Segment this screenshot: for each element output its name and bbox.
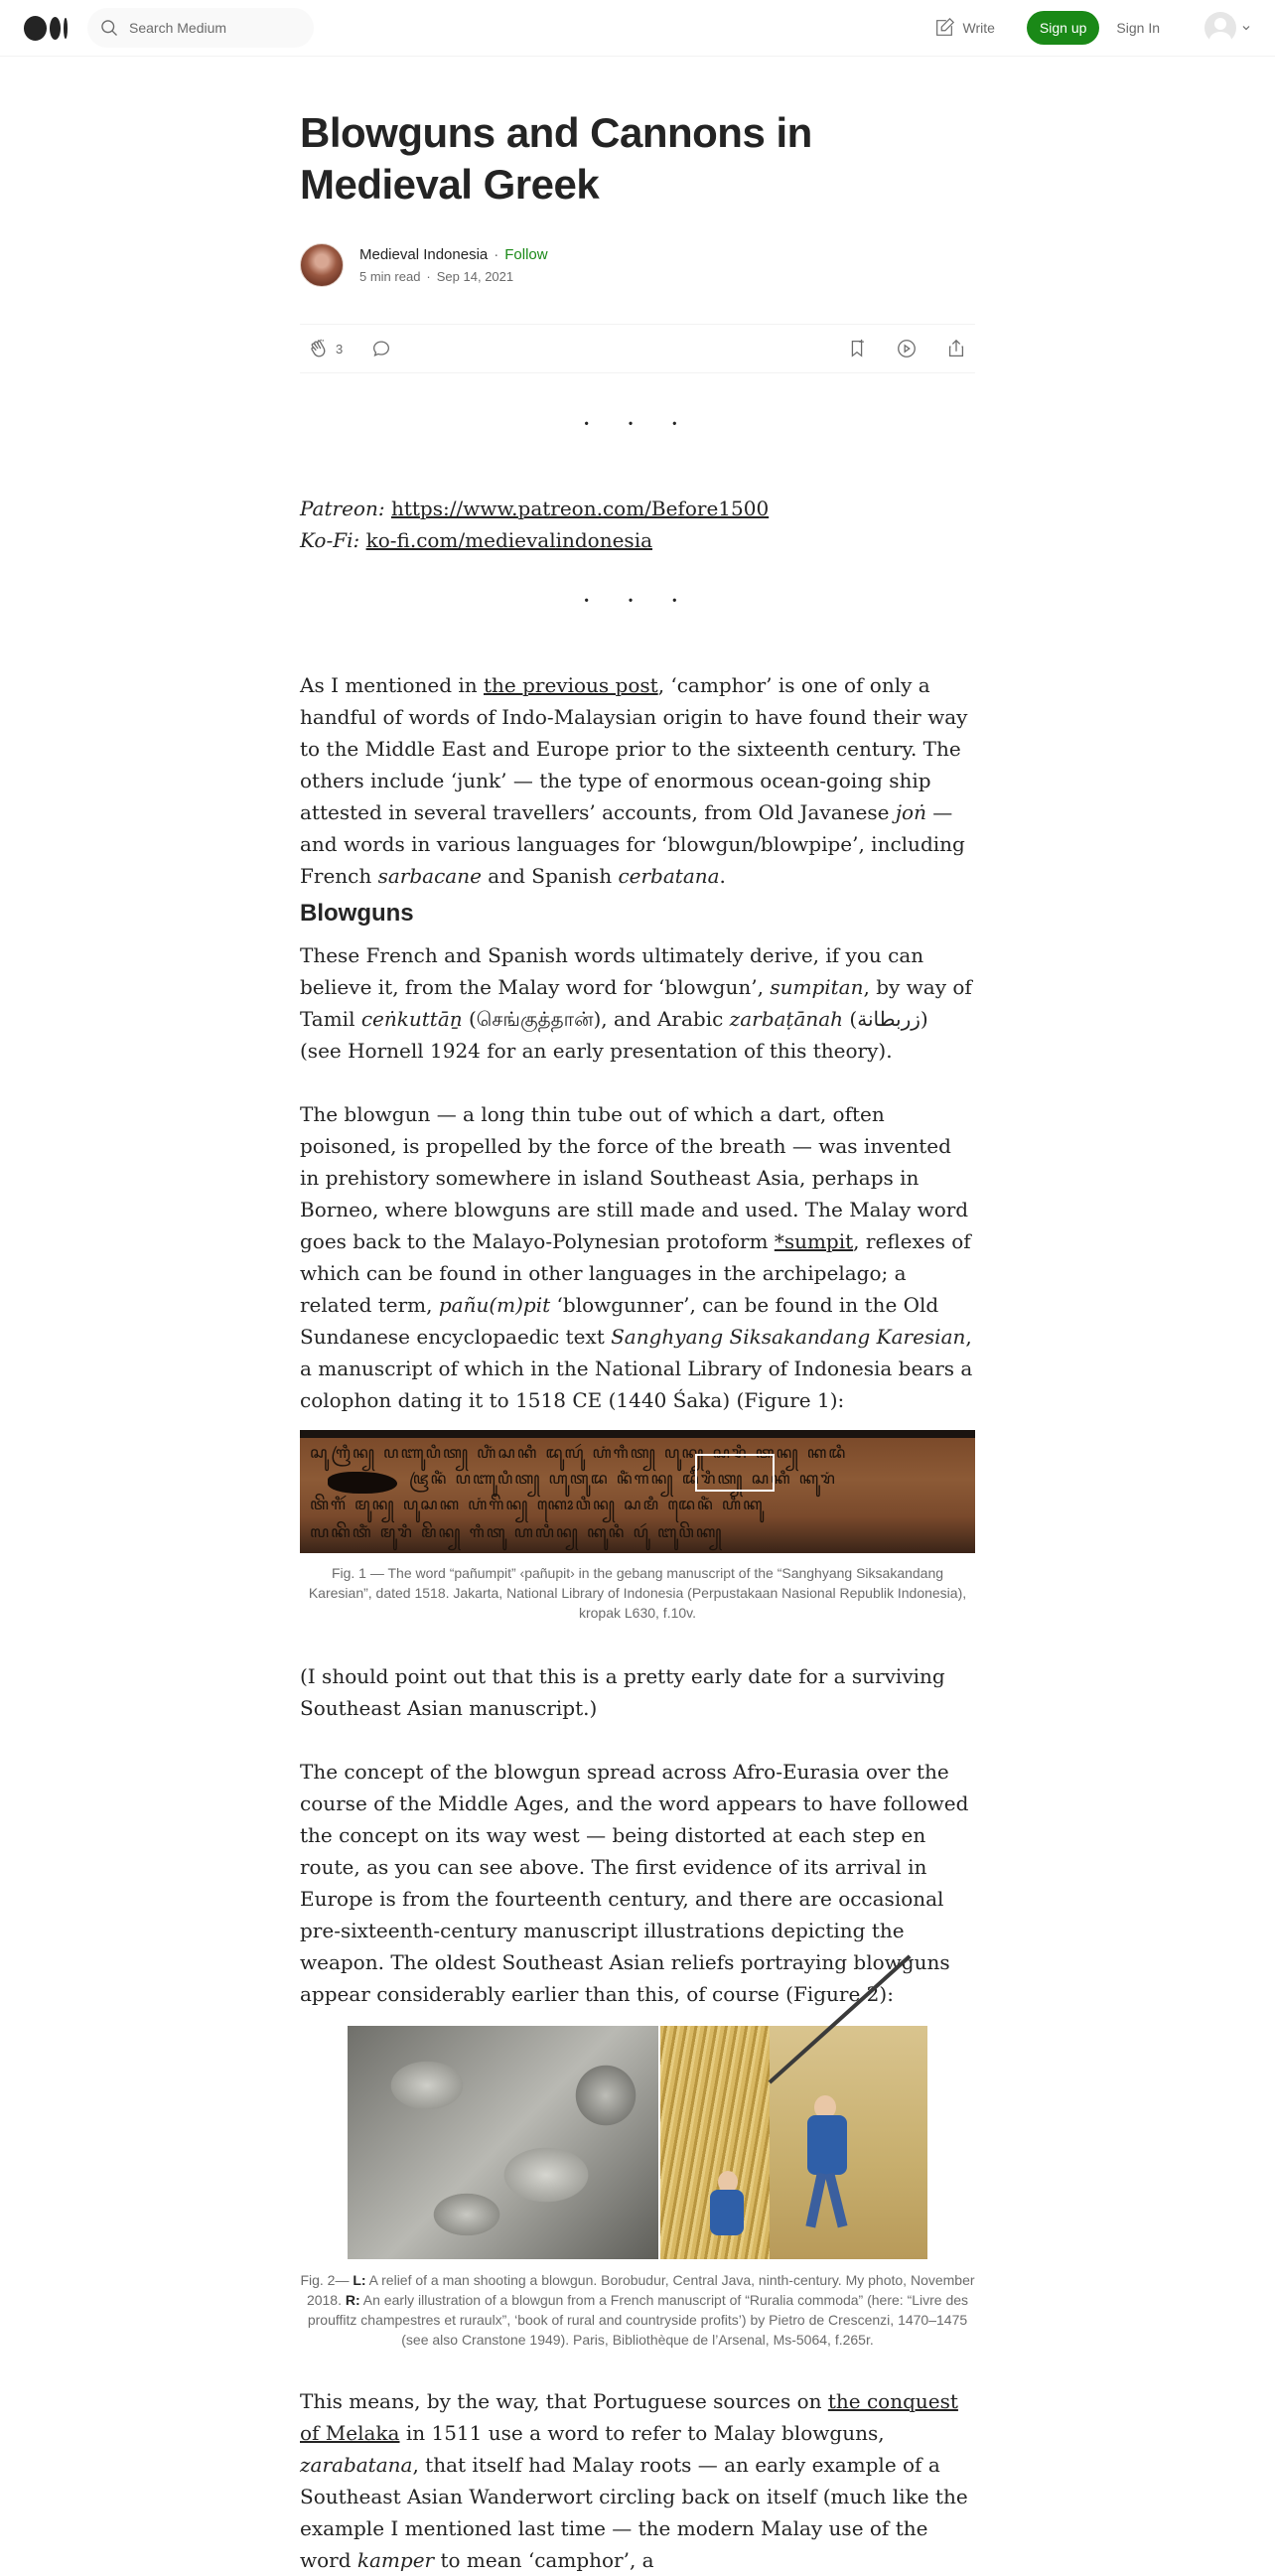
figure-caption-1: Fig. 1 — The word “pañumpit” ‹pañupit› in the gebang manuscript of the “Sanghyang Siksakandang Karesian”, dated 1518. Jakarta, National Library of Indonesia (Perpustakaan Nasional Republik Indonesia), kropak L630, f.10v. [308,1565,967,1621]
manuscript-image: ꦱꦸꦒꦿꦶꦤ꧀ ꦥꦚꦸꦥꦶꦠ꧀ ꦲꦶꦁꦱꦏꦶ ꦢꦸꦭꦸꦂ ꦲꦁꦒꦶꦠ꧀ ꦥꦸꦤ꧀ ꦱꦫꦶ ꦠꦤ꧀ ꦏꦢꦶ ꦗꦿꦤꦶꦁ ꦥꦚꦸꦥꦶꦠ꧀ ꦲꦸꦠꦸꦢ ꦤꦶꦁꦒꦤ꧀ ꦢꦶꦫꦶꦠ꧀ ꦱꦏꦶ ꦏꦸꦫꦁ ꦠꦼꦒꦶꦂ ꦩꦸꦤ꧀ ꦥꦸꦱꦏ ꦲꦁꦒꦼꦤ꧀ ꦏꦺꦴꦮꦶꦤ꧀ ꦱꦩꦶ ꦢꦺꦤꦶꦁ ꦲꦶꦏꦸ ꦭꦏꦼꦠꦶꦁ ꦩꦸꦫꦶ ꦩꦼꦤ꧀ ꦒꦶꦠꦸ ꦲꦭꦶꦤ꧀ ꦏꦸꦤꦶ ꦥꦸꦂ ꦧꦸꦮꦼꦏ꧀ [300,1430,975,1553]
kofi-link[interactable]: ko-fi.com/medievalindonesia [365,528,653,552]
paragraph-concept: The concept of the blowgun spread across Afro-Eurasia over the course of the Middle Ages, and the word appears to have followed the concept on its way west — being distorted at each step en route, as you can see above. The first evidence of its arrival in Europe is from the fourteenth century, and there are occasional pre-sixteenth-century manuscript illustrations depicting the weapon. The oldest Southeast Asian reliefs portraying blowguns appear considerably earlier than this, of course (Figure 2): [300,1760,969,2006]
patreon-label: Patreon: [300,497,385,520]
paragraph-blowgun: The blowgun — a long thin tube out of which a dart, often poisoned, is propelled by the force of the breath — was invented in prehistory somewhere in island Southeast Asia, perhaps in Borneo, where blowguns are still made and used. The Malay word goes back to the Malayo-Polynesian protoform *sumpit, reflexes of which can be found in other languages in the archipelago; a related term, pañu(m)pit ‘blowgunner’, can be found in the Old Sundanese encyclopaedic text Sanghyang Siksakandang Karesian, a manuscript of which in the National Library of Indonesia bears a colophon dating it to 1518 CE (1440 Śaka) (Figure 1): [300,1102,973,1412]
search-icon [99,18,119,38]
paragraph-portuguese: This means, by the way, that Portuguese sources on the conquest of Melaka in 1511 use a word to refer to Malay blowguns, zarabatana, that itself had Malay roots — an early example of a Southeast Asian Wanderwort circling back on itself (much like the example I mentioned last time — the modern Malay use of the word kamper to mean ‘camphor’, a [300,2389,968,2572]
figure-caption-2: Fig. 2— L: A relief of a man shooting a blowgun. Borobudur, Central Java, ninth-century. My photo, November 2018. R: An early illustration of a blowgun from a French manuscript of “Ruralia commoda” (here: “Livre des prouffitz champestres et ruraulx”, ‘book of rural and countryside profits’) by Pietro de Crescenzi, 1470–1475 (see also Cranstone 1949). Paris, Bibliothèque de l’Arsenal, Ms-5064, f.265r. [300,2272,975,2348]
profile-menu[interactable] [1204,12,1251,44]
comment-icon [370,338,392,359]
action-bar [300,324,975,373]
manuscript-illustration-image [660,2026,927,2259]
clap-count: 3 [336,341,344,357]
top-nav [0,0,1275,57]
chevron-down-icon [1241,23,1251,33]
manuscript-damage [328,1472,397,1494]
borobudur-relief-image [348,2026,658,2259]
sumpit-link[interactable]: *sumpit [774,1229,854,1253]
paragraph-early-date: (I should point out that this is a pretty early date for a surviving Southeast Asian manuscript.) [300,1664,945,1720]
author-avatar[interactable] [300,243,344,287]
write-button[interactable] [933,17,995,39]
play-icon [896,338,918,359]
previous-post-link[interactable]: the previous post [484,673,658,697]
support-links [300,493,975,556]
write-icon [933,17,955,39]
user-avatar [1204,12,1236,44]
author-name[interactable]: Medieval Indonesia [359,246,489,263]
section-separator: · · · [582,409,693,440]
signin-link[interactable]: Sign In [1116,20,1160,36]
listen-button[interactable] [896,338,918,359]
share-icon [945,338,967,359]
clap-button[interactable] [308,338,343,359]
section-heading-blowguns: Blowguns [300,900,414,927]
search-input[interactable] [129,20,288,36]
comment-button[interactable] [370,338,392,359]
paragraph-etymology: These French and Spanish words ultimately derive, if you can believe it, from the Malay word for ‘blowgun’, sumpitan, by way of Tamil ceṅkuttāṉ (செங்குத்தான்), and Arabic zarbaṭānah (زربطانة) (see Hornell 1924 for an early presentation of this theory). [300,943,972,1063]
read-time: 5 min read [359,269,421,284]
conquest-of-melaka-link[interactable]: the conquest of Melaka [300,2389,958,2445]
share-button[interactable] [945,338,967,359]
clap-icon [308,338,330,359]
section-separator: · · · [582,586,693,617]
highlight-box [695,1454,775,1492]
follow-button[interactable]: Follow [504,246,548,263]
article-title: Blowguns and Cannons in Medieval Greek [300,109,812,208]
search-box[interactable] [87,8,314,48]
author-row: Medieval Indonesia · Follow 5 min read · Sep 14, 2021 [300,241,548,289]
paragraph-intro: As I mentioned in the previous post, ‘camphor’ is one of only a handful of words of Indo-Malaysian origin to have found their way to the Middle East and Europe prior to the sixteenth century. The others include ‘junk’ — the type of enormous ocean-going ship attested in several travellers’ accounts, from Old Javanese joṅ — and words in various languages for ‘blowgun/blowpipe’, including French sarbacane and Spanish cerbatana. [300,673,968,888]
patreon-link[interactable]: https://www.patreon.com/Before1500 [390,497,770,520]
write-label: Write [962,20,995,36]
kofi-label: Ko-Fi: [300,528,360,552]
figure-2 [348,2026,927,2259]
medium-logo[interactable] [24,16,68,41]
publish-date: Sep 14, 2021 [436,269,514,284]
bookmark-add-icon [846,338,868,359]
signup-button[interactable]: Sign up [1027,11,1099,45]
bookmark-button[interactable] [846,338,868,359]
